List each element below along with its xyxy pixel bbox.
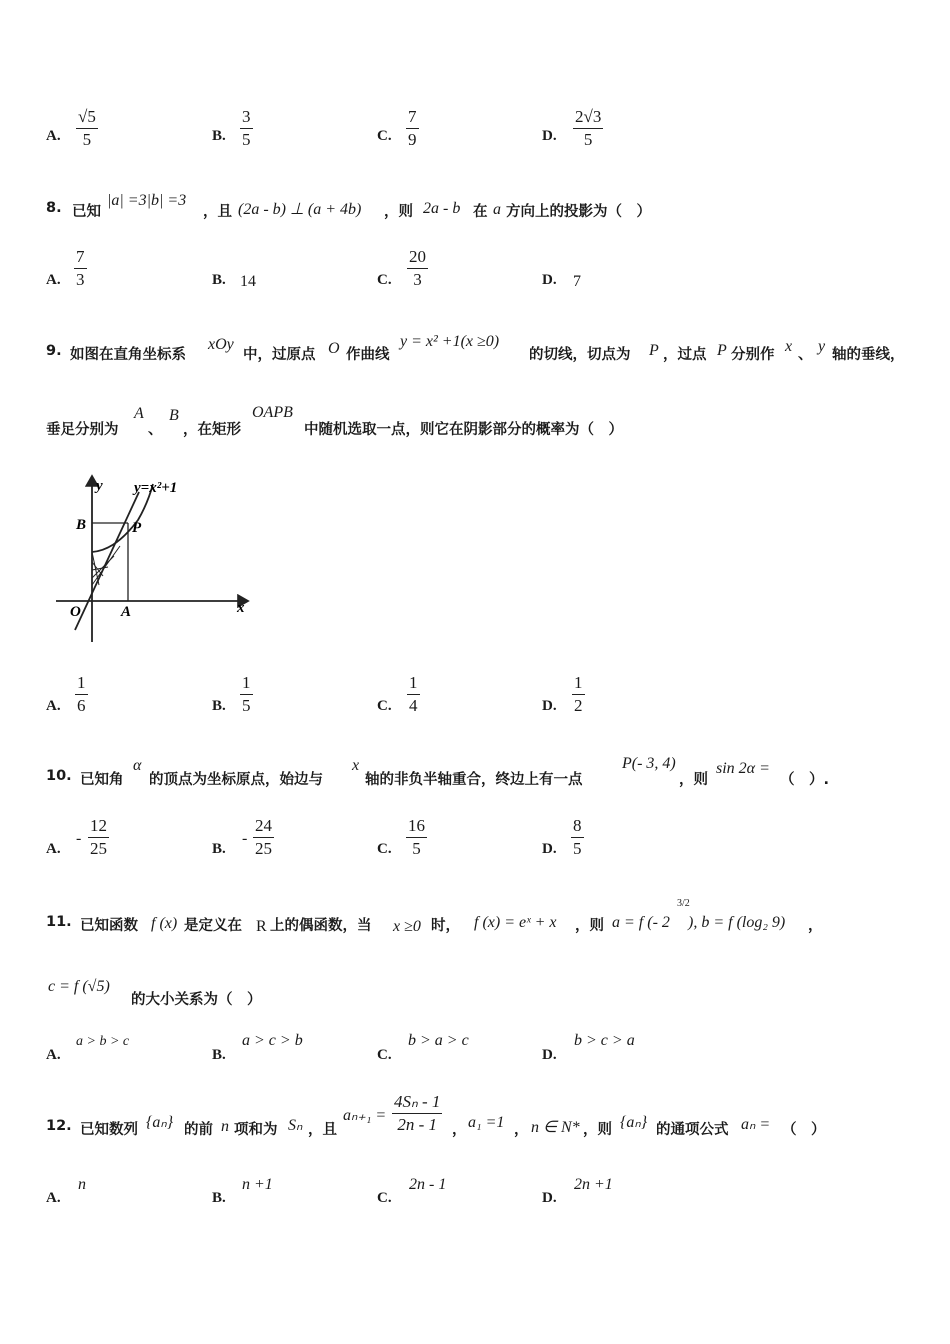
q11-option-c-value: b > a > c	[408, 1032, 469, 1049]
q9-figure	[50, 470, 260, 650]
q12-option-d-value: 2n +1	[574, 1176, 613, 1193]
q10-number: 10.	[46, 768, 72, 784]
q11-option-a-value: a > b > c	[76, 1034, 130, 1049]
q9-option-a-value: 1 6	[77, 673, 86, 715]
q10-math: x	[352, 757, 360, 774]
q8-math: |a| =3|b| =3	[107, 192, 187, 209]
q11-text: ，则	[575, 918, 604, 934]
q9-math: x	[785, 338, 793, 355]
q11-option-a-label: A.	[46, 1047, 61, 1063]
q9-text: 、	[798, 347, 813, 363]
q12-option-b-label: B.	[212, 1190, 226, 1206]
label-p: P	[132, 520, 142, 536]
q10-math: P(- 3, 4)	[622, 755, 676, 772]
q9-text: 、	[148, 422, 163, 438]
q11-math: f (x)	[151, 915, 178, 932]
q12-text: ，	[514, 1122, 529, 1138]
q8-math: (2a - b) ⊥ (a + 4b)	[238, 201, 362, 218]
q10-option-b-label: B.	[212, 841, 226, 857]
q12-math: n ∈ N*	[531, 1119, 580, 1136]
q10-option-b-sign: -	[242, 830, 248, 847]
q9-text: 分别作	[731, 347, 775, 363]
q9-option-b-value: 1 5	[242, 673, 251, 715]
q9-math: P	[649, 342, 659, 359]
q12-text: ，则	[583, 1122, 612, 1138]
q12-math: a₁ =1	[468, 1114, 505, 1131]
q12-option-d-label: D.	[542, 1190, 557, 1206]
q10-text: 轴的非负半轴重合，终边上有一点	[365, 772, 583, 788]
label-b: B	[76, 517, 87, 533]
q10-option-d-label: D.	[542, 841, 557, 857]
q11-text: ，	[808, 918, 823, 934]
q9-text: 中，过原点	[243, 347, 316, 363]
q7-option-b-label: B.	[212, 128, 226, 144]
q11-text: 时，	[431, 918, 460, 934]
q9-text: 作曲线	[346, 347, 390, 363]
q12-option-c-value: 2n - 1	[409, 1176, 447, 1193]
q12-math: aₙ₊₁ =	[343, 1107, 387, 1124]
q11-text: 上的偶函数，当	[270, 918, 372, 934]
q10-text: 已知角	[80, 772, 124, 788]
q8-text: 方向上的投影为（ ）	[506, 204, 651, 220]
q12-number: 12.	[46, 1118, 72, 1134]
q8-text: 已知	[72, 204, 101, 220]
q11-option-d-label: D.	[542, 1047, 557, 1063]
q11-option-b-label: B.	[212, 1047, 226, 1063]
q10-text: ，则	[679, 772, 708, 788]
q8-text: ，且	[203, 204, 232, 220]
q10-text: （ ）.	[780, 772, 830, 788]
q12-math: {aₙ}	[620, 1114, 648, 1131]
q12-text: 已知数列	[80, 1122, 138, 1138]
q10-option-c-label: C.	[377, 841, 392, 857]
q9-option-a-label: A.	[46, 698, 61, 714]
q12-text: 项和为	[234, 1122, 278, 1138]
q11-number: 11.	[46, 914, 72, 930]
q12-math: Sₙ	[288, 1117, 303, 1134]
q9-text: 垂足分别为	[46, 422, 119, 438]
label-o: O	[70, 604, 81, 620]
curve-label: y=x²+1	[134, 480, 178, 496]
q7-option-d-label: D.	[542, 128, 557, 144]
q8-math: 2a - b	[423, 200, 461, 217]
q9-text: 轴的垂线，	[832, 347, 905, 363]
q11-exponent: 3/2	[677, 898, 690, 909]
q9-number: 9.	[46, 343, 62, 359]
q9-text: ，过点	[663, 347, 707, 363]
q10-math: α	[133, 757, 142, 774]
q7-option-b-value: 3 5	[242, 107, 251, 149]
q7-option-d-value: 2√3 5	[575, 107, 602, 149]
q9-math: y	[818, 338, 826, 355]
q12-option-a-value: n	[78, 1176, 86, 1193]
q11-math: c = f (√5)	[48, 978, 110, 995]
q8-option-a-value: 7 3	[76, 247, 85, 289]
q9-text: 的切线，切点为	[529, 347, 631, 363]
q10-math: sin 2α =	[716, 760, 770, 777]
q12-text: （ ）	[782, 1122, 826, 1138]
q11-math: a = f (- 2	[612, 914, 670, 931]
q11-option-c-label: C.	[377, 1047, 392, 1063]
q10-option-a-label: A.	[46, 841, 61, 857]
q10-text: 的顶点为坐标原点，始边与	[149, 772, 323, 788]
q8-option-d-value: 7	[573, 273, 581, 290]
q9-text: 如图在直角坐标系	[70, 347, 186, 363]
q9-math: xOy	[208, 336, 234, 353]
q8-option-c-label: C.	[377, 272, 392, 288]
q9-math: A	[134, 405, 144, 422]
q7-option-a-label: A.	[46, 128, 61, 144]
q10-option-a-value: 12 25	[90, 816, 107, 858]
q12-math: aₙ =	[741, 1116, 771, 1133]
q9-text: ，在矩形	[183, 422, 241, 438]
q9-option-b-label: B.	[212, 698, 226, 714]
q9-math: O	[328, 340, 340, 357]
q11-math: f (x) = eˣ + x	[474, 914, 557, 931]
q9-math: B	[169, 407, 179, 424]
q12-text: 的前	[184, 1122, 213, 1138]
q9-text: 中随机选取一点，则它在阴影部分的概率为（ ）	[304, 422, 623, 438]
q12-option-b-value: n +1	[242, 1176, 273, 1193]
q12-option-a-label: A.	[46, 1190, 61, 1206]
q12-math: {aₙ}	[146, 1114, 174, 1131]
q12-option-c-label: C.	[377, 1190, 392, 1206]
q11-math: ), b = f (log₂ 9)	[688, 914, 786, 931]
q10-option-d-value: 8 5	[573, 816, 582, 858]
q7-option-a-value: √5 5	[78, 107, 96, 149]
q9-math: OAPB	[252, 404, 293, 421]
q7-option-c-value: 7 9	[408, 107, 417, 149]
q12-recurrence-fraction: 4Sₙ - 1 2n - 1	[394, 1092, 441, 1134]
q8-option-b-label: B.	[212, 272, 226, 288]
q11-option-b-value: a > c > b	[242, 1032, 303, 1049]
q8-option-a-label: A.	[46, 272, 61, 288]
q11-math: x ≥0	[393, 918, 421, 935]
y-label: y	[96, 478, 103, 494]
q9-math: P	[717, 342, 727, 359]
label-a: A	[121, 604, 132, 620]
q8-text: ，则	[384, 204, 413, 220]
q12-text: ，且	[308, 1122, 337, 1138]
q12-math: n	[221, 1118, 229, 1135]
q10-option-c-value: 16 5	[408, 816, 425, 858]
x-label: x	[237, 600, 245, 616]
q12-text: 的通项公式	[656, 1122, 729, 1138]
q11-math: R	[256, 918, 267, 935]
q7-option-c-label: C.	[377, 128, 392, 144]
q9-option-c-label: C.	[377, 698, 392, 714]
q8-number: 8.	[46, 200, 62, 216]
q11-text: 的大小关系为（ ）	[131, 992, 262, 1008]
q10-option-a-sign: -	[76, 830, 82, 847]
q9-option-c-value: 1 4	[409, 673, 418, 715]
q8-option-c-value: 20 3	[409, 247, 426, 289]
q12-text: ，	[452, 1122, 467, 1138]
q11-option-d-value: b > c > a	[574, 1032, 635, 1049]
q11-text: 是定义在	[184, 918, 242, 934]
q8-option-b-value: 14	[240, 273, 256, 290]
q9-option-d-value: 1 2	[574, 673, 583, 715]
q8-math: a	[493, 201, 501, 218]
q9-math: y = x² +1(x ≥0)	[400, 333, 500, 350]
q11-text: 已知函数	[80, 918, 138, 934]
q9-option-d-label: D.	[542, 698, 557, 714]
q8-option-d-label: D.	[542, 272, 557, 288]
q10-option-b-value: 24 25	[255, 816, 272, 858]
q8-text: 在	[473, 204, 488, 220]
